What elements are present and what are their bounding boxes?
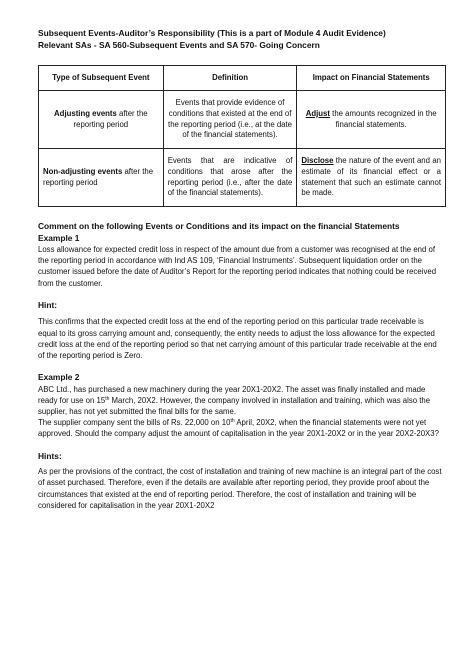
subsequent-events-table bbox=[38, 65, 446, 207]
example-2-p1-end: March, 20X2. However, the company involved in installation and training, which was also the supplier, has not yet submitted the final bills for the same. bbox=[38, 395, 431, 417]
adjusting-events-label: Adjusting events bbox=[54, 108, 117, 118]
header-impact: Impact on Financial Statements bbox=[297, 66, 446, 91]
document-title: Subsequent Events-Auditor’s Responsibility (This is a part of Module 4 Audit Evidence) bbox=[38, 28, 386, 38]
non-adjusting-definition: Events that are indicative of conditions that arose after the reporting period (i.e., after the date of the financial statements). bbox=[163, 149, 297, 207]
document-content bbox=[38, 28, 444, 511]
adjusting-definition: Events that provide evidence of conditions that existed at the end of the reporting period (i.e., at the date of the financial statements). bbox=[163, 91, 297, 149]
adjusting-events-suffix: after the reporting period bbox=[73, 108, 148, 129]
non-adjusting-type-cell bbox=[39, 149, 164, 207]
table-header-row bbox=[39, 66, 446, 91]
adjust-keyword: Adjust bbox=[305, 108, 330, 118]
example-2-paragraph-1 bbox=[38, 384, 444, 418]
non-adjusting-events-label: Non-adjusting events bbox=[43, 166, 123, 176]
adjusting-type-cell bbox=[39, 91, 164, 149]
table-row bbox=[39, 91, 446, 149]
table-row bbox=[39, 149, 446, 207]
ordinal-suffix: th bbox=[105, 395, 110, 402]
non-adjusting-impact-cell bbox=[297, 149, 446, 207]
disclose-keyword: Disclose bbox=[301, 156, 334, 166]
non-adjusting-events-suffix: after the reporting period bbox=[43, 166, 154, 187]
hint-1-text: This confirms that the expected credit loss at the end of the reporting period on this particular trade receivable is equal to its gross carrying amount and, consequently, the entity needs to adjust the loss allowance for the expected credit loss at the end of the reporting period so that net carrying amount of this particular trade receivable at the end of the reporting period is Zero. bbox=[38, 317, 437, 360]
example-1-title: Example 1 bbox=[38, 232, 80, 243]
header-type: Type of Subsequent Event bbox=[39, 66, 164, 91]
example-2-paragraph-2 bbox=[38, 417, 444, 439]
example-2-p2-end: April, 20X2, when the financial statements were not yet approved. Should the company adjust the amount of capitalisation in the year 20X1-20X2 or in the year 20X2-20X3? bbox=[38, 418, 439, 439]
comment-heading: Comment on the following Events or Conditions and its impact on the financial Statements bbox=[38, 221, 400, 231]
hints-title: Hints: bbox=[38, 450, 62, 461]
relevant-standards: Relevant SAs - SA 560-Subsequent Events and SA 570- Going Concern bbox=[38, 39, 320, 50]
ordinal-suffix: th bbox=[230, 418, 235, 425]
example-2-title: Example 2 bbox=[38, 372, 80, 383]
header-definition: Definition bbox=[163, 66, 297, 91]
example-1-text: Loss allowance for expected credit loss in respect of the amount due from a customer was recognised at the end of the reporting period in accordance with Ind AS 109, ‘Financial Instruments’. Subsequent liquidation order on the customer issued before the date of Auditor’s Report for the reporting period indicates that nothing could be received from the customer. bbox=[38, 245, 437, 288]
disclose-impact-text: the nature of the event and an estimate of its financial effect or a statement that such an estimate cannot be made. bbox=[301, 156, 441, 198]
adjusting-impact-cell bbox=[297, 91, 446, 149]
hints-text: As per the provisions of the contract, the cost of installation and training of new machine is an integral part of the cost of asset purchased. Therefore, even if the details are available after reporting period, they provide proof about the circumstances that existed at the end of reporting period. Therefore, the cost of installation and training will be considered for capitalisation in the year 20X1-20X2 bbox=[38, 467, 442, 510]
example-2-p2-start: The supplier company sent the bills of Rs. 22,000 on 10 bbox=[38, 418, 231, 428]
hint-1-title: Hint: bbox=[38, 299, 58, 310]
adjust-impact-text: the amounts recognized in the financial statements. bbox=[330, 108, 437, 129]
example-2-p1-start: ABC Ltd., has purchased a new machinery during the year 20X1-20X2. The asset was finally installed and made ready for use on 15 bbox=[38, 384, 426, 405]
